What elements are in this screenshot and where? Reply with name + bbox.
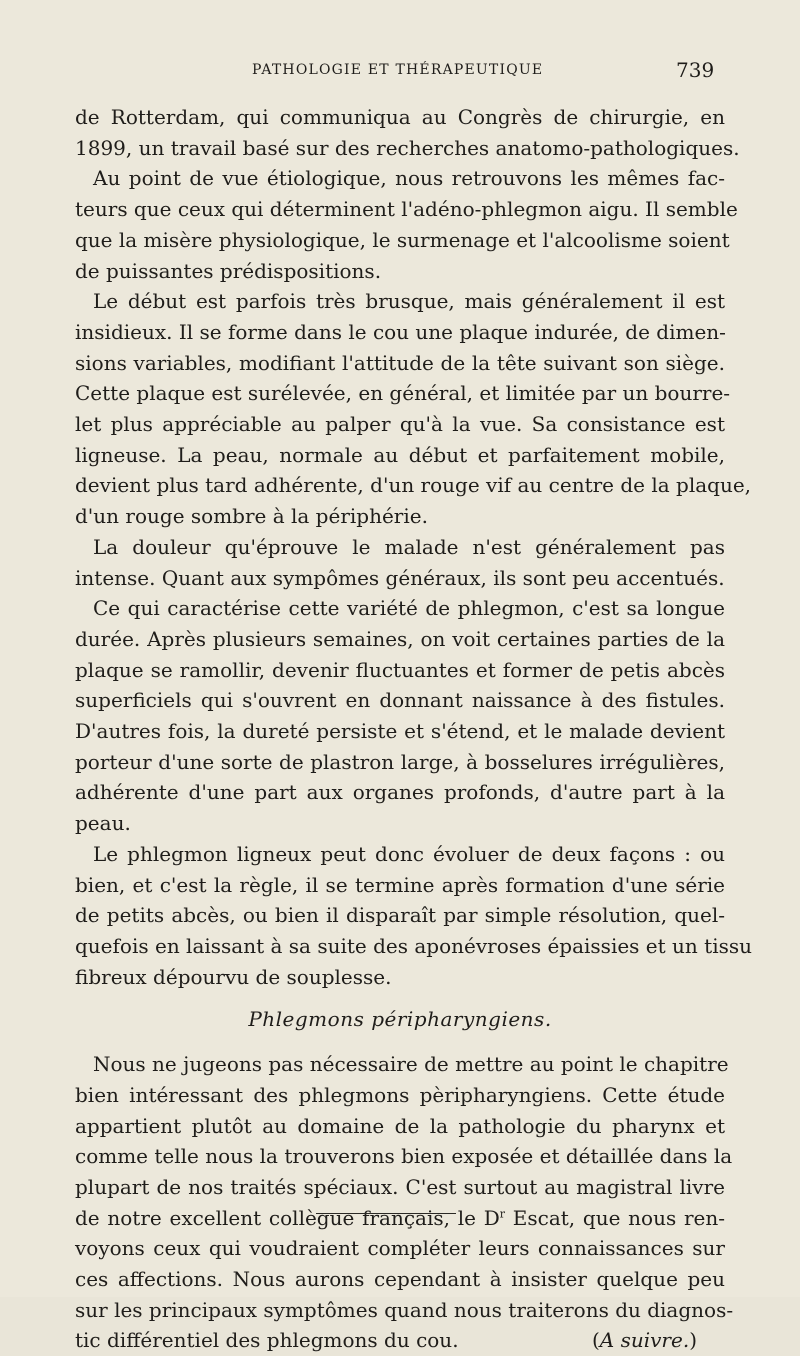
text-line: Le début est parfois très brusque, mais généralement il est [93,289,725,314]
text-line: fibreux dépourvu de souplesse. [75,964,392,989]
text-line: ligneuse. La peau, normale au début et parfaitement mobile, [75,442,725,467]
paragraph [75,163,738,286]
text-line: que la misère physiologique, le surmenage et l'alcoolisme soient [75,227,730,252]
text-line: sions variables, modifiant l'attitude de la tête suivant son siège. [75,350,725,375]
text-line: comme telle nous la trouverons bien exposée et détaillée dans la [75,1144,733,1169]
paragraph [75,532,725,593]
paren-open: ( [591,1328,600,1353]
paragraph [75,839,752,993]
text-line: superficiels qui s'ouvrent en donnant naissance à des fistules. [75,688,725,713]
text-line: D'autres fois, la dureté persiste et s'étend, et le malade devient [75,719,725,744]
text-line: adhérente d'une part aux organes profonds, d'autre part à la [75,780,725,805]
text-line: devient plus tard adhérente, d'un rouge vif au centre de la plaque, [75,473,752,498]
body-text [75,102,752,1356]
text-line: de petits abcès, ou bien il disparaît par simple résolution, quel- [75,903,725,928]
text-line: Au point de vue étiologique, nous retrouvons les mêmes fac- [93,166,725,191]
text-line: de Rotterdam, qui communiqua au Congrès de chirurgie, en [75,105,725,129]
text-line: Cette plaque est surélevée, en général, et limitée par un bourre- [75,381,731,406]
text-line: insidieux. Il se forme dans le cou une plaque indurée, de dimen- [75,319,726,344]
superscript: r [499,1206,506,1220]
paragraph [75,1049,734,1356]
text-line: appartient plutôt au domaine de la pathologie du pharynx et [75,1113,725,1138]
paragraph [75,286,752,532]
text-fragment: Escat, que nous ren- [505,1205,726,1230]
text-line: peau. [75,811,131,836]
text-line: teurs que ceux qui déterminent l'adéno-phlegmon aigu. Il semble [75,197,738,222]
section-title: Phlegmons péripharyngiens. [248,1007,552,1032]
continuation-note [592,1325,697,1356]
paren-close: ) [689,1328,697,1353]
text-fragment: de notre excellent collègue français, le D [75,1205,500,1230]
text-line: ces affections. Nous aurons cependant à insister quelque peu [75,1267,725,1292]
text-line: bien intéressant des phlegmons pèripharyngiens. Cette étude [75,1082,725,1107]
text-line: 1899, un travail basé sur des recherches anatomo-pathologiques. [75,135,740,160]
text-line: d'un rouge sombre à la périphérie. [75,504,428,529]
text-line: quefois en laissant à sa suite des aponévroses épaissies et un tissu [75,933,752,958]
continuation-word: A suivre. [599,1328,690,1353]
text-line [75,1203,725,1234]
text-line: tic différentiel des phlegmons du cou. [75,1328,459,1353]
end-rule [316,1213,456,1214]
text-line: durée. Après plusieurs semaines, on voit certaines parties de la [75,626,725,651]
text-line: plaque se ramollir, devenir fluctuantes et former de petis abcès [75,657,725,682]
page-number: 739 [676,58,715,82]
text-line: let plus appréciable au palper qu'à la vue. Sa consistance est [75,412,725,437]
text-line: de puissantes prédispositions. [75,258,382,283]
text-line: Ce qui caractérise cette variété de phlegmon, c'est sa longue [93,596,725,621]
paragraph [75,593,725,839]
text-line: porteur d'une sorte de plastron large, à bosselures irrégulières, [75,749,725,774]
paragraph [75,102,740,163]
text-line: Le phlegmon ligneux peut donc évoluer de deux façons : ou [93,841,725,866]
text-line: intense. Quant aux sympômes généraux, ils sont peu accentués. [75,565,725,590]
text-line: plupart de nos traités spéciaux. C'est surtout au magistral livre [75,1174,725,1199]
text-line: voyons ceux qui voudraient compléter leurs connaissances sur [75,1236,725,1261]
text-line: bien, et c'est la règle, il se termine après formation d'une série [75,872,725,897]
running-title: PATHOLOGIE ET THÉRAPEUTIQUE [252,62,544,78]
text-line: sur les principaux symptômes quand nous traiterons du diagnos- [75,1297,734,1322]
page-header [0,58,800,88]
text-line: Nous ne jugeons pas nécessaire de mettre au point le chapitre [93,1052,729,1077]
text-line: La douleur qu'éprouve le malade n'est généralement pas [93,534,725,559]
final-line [75,1325,725,1356]
